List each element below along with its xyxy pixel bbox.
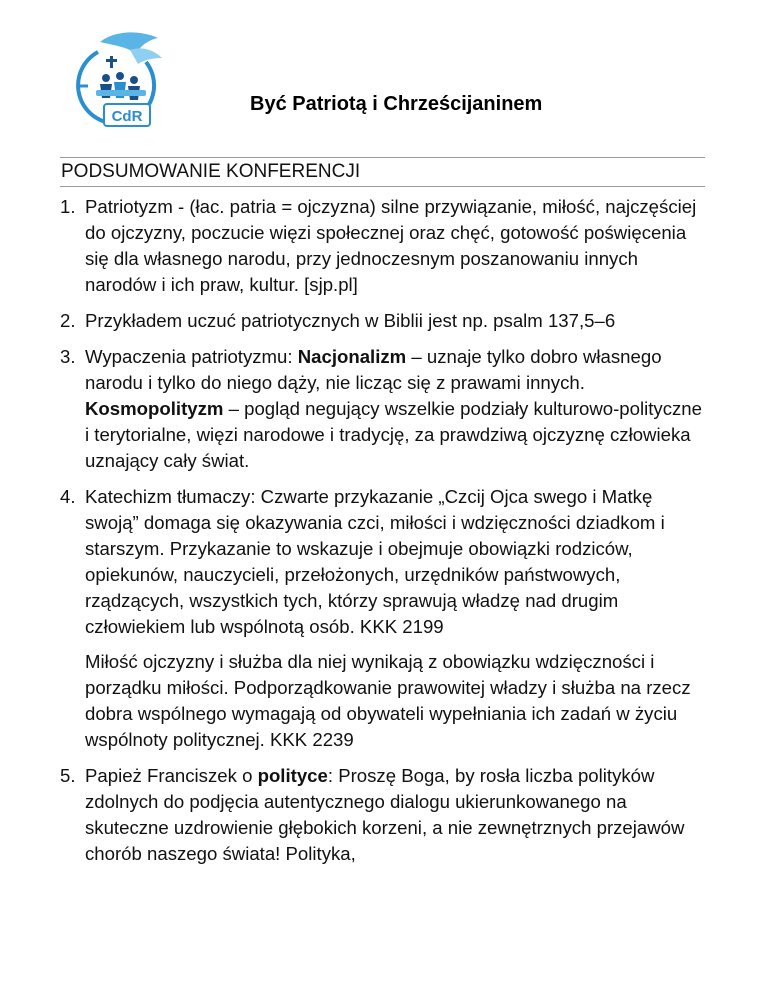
cdr-logo xyxy=(60,28,170,138)
item-number: 2. xyxy=(60,310,76,331)
term-nacjonalizm: Nacjonalizm xyxy=(297,346,407,367)
list-item xyxy=(60,484,710,753)
list-item xyxy=(60,344,710,474)
term-kosmopolityzm: Kosmopolityzm xyxy=(85,398,224,419)
people-icon xyxy=(96,72,146,100)
list-item xyxy=(60,763,710,867)
list-item xyxy=(60,194,710,298)
logo-text: CdR xyxy=(111,108,143,125)
item-text: Katechizm tłumaczy: Czwarte przykazanie „Czcij Ojca swego i Matkę swoją” domaga się okazywania czci, miłości i wdzięczności dziadkom i starszym. Przykazanie to wskazuje i obejmuje obowiązki rodziców, opiekunów, nauczycieli, przełożonych, urzędników państwowych, rządzących, wszystkich tych, którzy sprawują władzę nad drugim człowiekiem lub wspólnotą osób. KKK 2199 xyxy=(85,486,665,637)
section-heading-bar xyxy=(60,157,705,187)
section-heading: PODSUMOWANIE KONFERENCJI xyxy=(61,161,361,182)
item-text: Patriotyzm - (łac. patria = ojczyzna) silne przywiązanie, miłość, najczęściej do ojczyzny, poczucie więzi społecznej oraz chęć, gotowość poświęcenia się dla własnego narodu, przy jednoczesnym poszanowaniu innych narodów i ich praw, kultur. [sjp.pl] xyxy=(85,196,697,295)
item-number: 5. xyxy=(60,765,76,786)
list-item xyxy=(60,308,710,334)
item-number: 3. xyxy=(60,346,76,367)
document-title: Być Patriotą i Chrześcijaninem xyxy=(250,93,543,115)
item-text: Papież Franciszek o polityce: Proszę Boga, by rosła liczba polityków zdolnych do podjęcia autentycznego dialogu ukierunkowanego na skuteczne uzdrowienie głębokich korzeni, a nie zewnętrznych przejawów chorób naszego świata! Polityka, xyxy=(85,765,685,864)
item-number: 4. xyxy=(60,486,76,507)
item-number: 1. xyxy=(60,196,76,217)
term-polityka: polityce xyxy=(257,765,328,786)
item-text: Przykładem uczuć patriotycznych w Biblii jest np. psalm 137,5–6 xyxy=(85,310,616,331)
item-text: Wypaczenia patriotyzmu: Nacjonalizm – uznaje tylko dobro własnego narodu i tylko do niego dąży, nie licząc się z prawami innych. Kosmopolityzm – pogląd negujący wszelkie podziały kulturowo-polityczne i terytorialne, więzi narodowe i tradycję, za prawdziwą ojczyznę człowieka uznający cały świat. xyxy=(85,346,702,471)
summary-list xyxy=(60,194,710,877)
item-text-continued: Miłość ojczyzny i służba dla niej wynikają z obowiązku wdzięczności i porządku miłości. Podporządkowanie prawowitej władzy i służba na rzecz dobra wspólnego wymagają od obywateli wypełniania ich zadań w życiu wspólnoty politycznej. KKK 2239 xyxy=(85,651,691,750)
